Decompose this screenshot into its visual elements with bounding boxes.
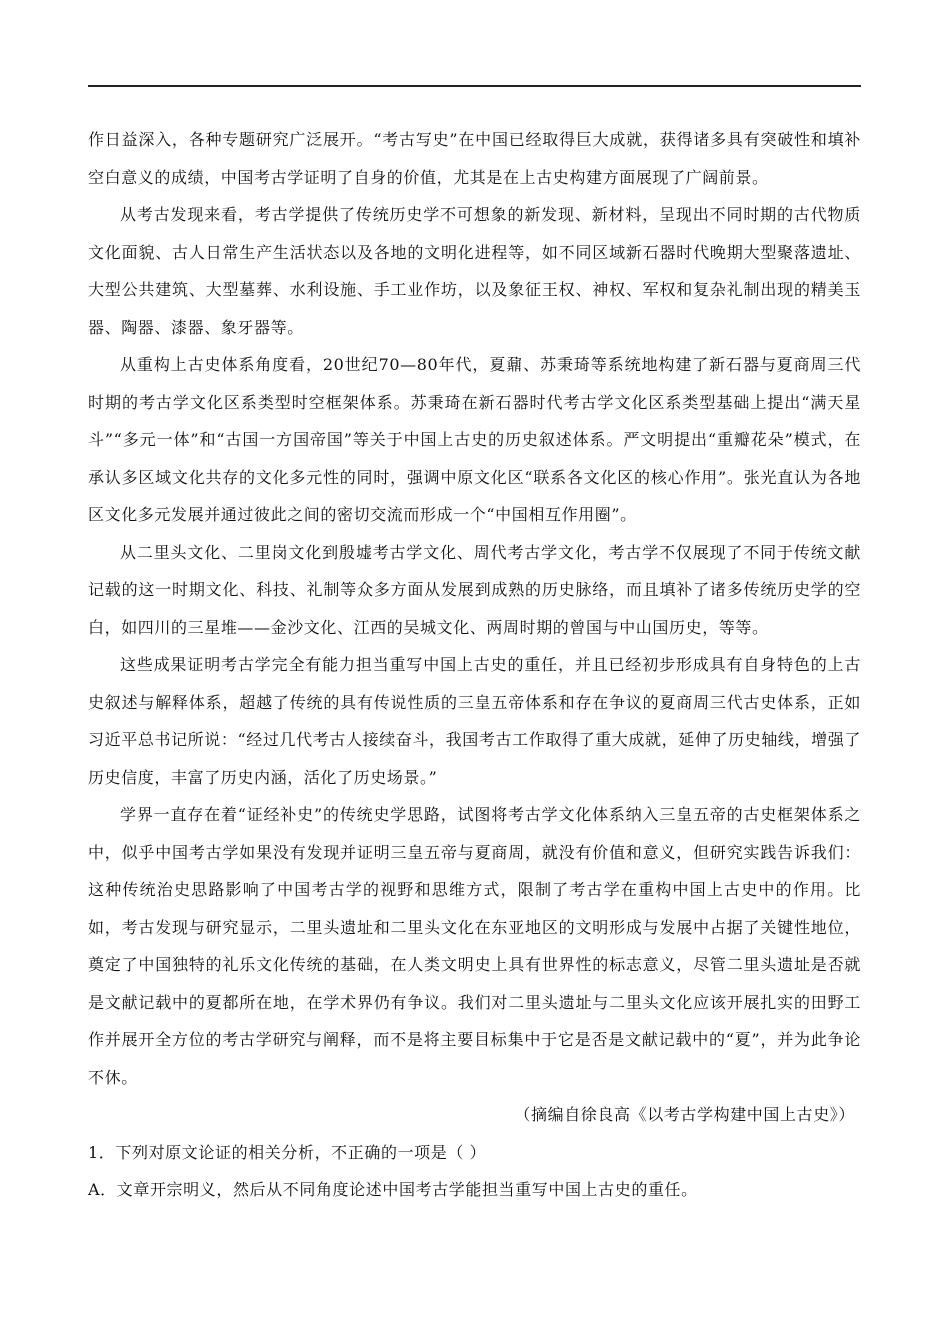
paragraph-erlitou-to-yinxu: 从二里头文化、二里岗文化到殷墟考古学文化、周代考古学文化，考古学不仅展现了不同于传统文献记载的这一时期文化、科技、礼制等众多方面从发展到成熟的历史脉络，而且填补了诸多传统历史学的空白，如四川的三星堆——金沙文化、江西的吴城文化、两周时期的曾国与中山国历史，等等。	[88, 542, 861, 637]
paragraph-archaeological-discoveries: 从考古发现来看，考古学提供了传统历史学不可想象的新发现、新材料，呈现出不同时期的古代物质文化面貌、古人日常生产生活状态以及各地的文明化进程等，如不同区域新石器时代晚期大型聚落遗址、大型公共建筑、大型墓葬、水利设施、手工业作坊，以及象征王权、神权、军权和复杂礼制出现的精美玉器、陶器、漆器、象牙器等。	[88, 205, 861, 337]
paragraph-reconstructing-ancient-history: 从重构上古史体系角度看，20世纪70—80年代，夏鼐、苏秉琦等系统地构建了新石器与夏商周三代时期的考古学文化区系类型时空框架体系。苏秉琦在新石器时代考古学文化区系类型基础上提出“满天星斗”“多元一体”和“古国一方国帝国”等关于中国上古史的历史叙述体系。严文明提出“重瓣花朵”模式，在承认多区域文化共存的文化多元性的同时，强调中原文化区“联系各文化区的核心作用”。张光直认为各地区文化多元发展并通过彼此之间的密切交流而形成一个“中国相互作用圈”。	[88, 355, 861, 524]
article-source: （摘编自徐良高《以考古学构建中国上古史》）	[514, 1105, 855, 1124]
paragraph-traditional-approach: 学界一直存在着“证经补史”的传统史学思路，试图将考古学文化体系纳入三皇五帝的古史框架体系之中，似乎中国考古学如果没有发现并证明三皇五帝与夏商周，就没有价值和意义，但研究实践告诉我们：这种传统治史思路影响了中国考古学的视野和思维方式，限制了考古学在重构中国上古史中的作用。比如，考古发现与研究显示，二里头遗址和二里头文化在东亚地区的文明形成与发展中占据了关键性地位，奠定了中国独特的礼乐文化传统的基础，在人类文明史上具有世界性的标志意义，尽管二里头遗址是否就是文献记载中的夏都所在地，在学术界仍有争议。我们对二里头遗址与二里头文化应该开展扎实的田野工作并展开全方位的考古学研究与阐释，而不是将主要目标集中于它是否是文献记载中的“夏”，并为此争论不休。	[88, 805, 861, 1087]
header-rule	[88, 85, 861, 87]
document-body	[88, 121, 861, 1209]
question-option-a: A．文章开宗明义，然后从不同角度论述中国考古学能担当重写中国上古史的重任。	[88, 1180, 698, 1199]
paragraph-achievements: 这些成果证明考古学完全有能力担当重写中国上古史的重任，并且已经初步形成具有自身特色的上古史叙述与解释体系，超越了传统的具有传说性质的三皇五帝体系和存在争议的夏商周三代古史体系，正如习近平总书记所说：“经过几代考古人接续奋斗，我国考古工作取得了重大成就，延伸了历史轴线，增强了历史信度，丰富了历史内涵，活化了历史场景。”	[88, 655, 861, 787]
question-stem: 1．下列对原文论证的相关分析，不正确的一项是（ ）	[88, 1142, 487, 1162]
paragraph-continuation: 作日益深入，各种专题研究广泛展开。“考古写史”在中国已经取得巨大成就，获得诸多具有突破性和填补空白意义的成绩，中国考古学证明了自身的价值，尤其是在上古史构建方面展现了广阔前景。	[88, 130, 861, 187]
